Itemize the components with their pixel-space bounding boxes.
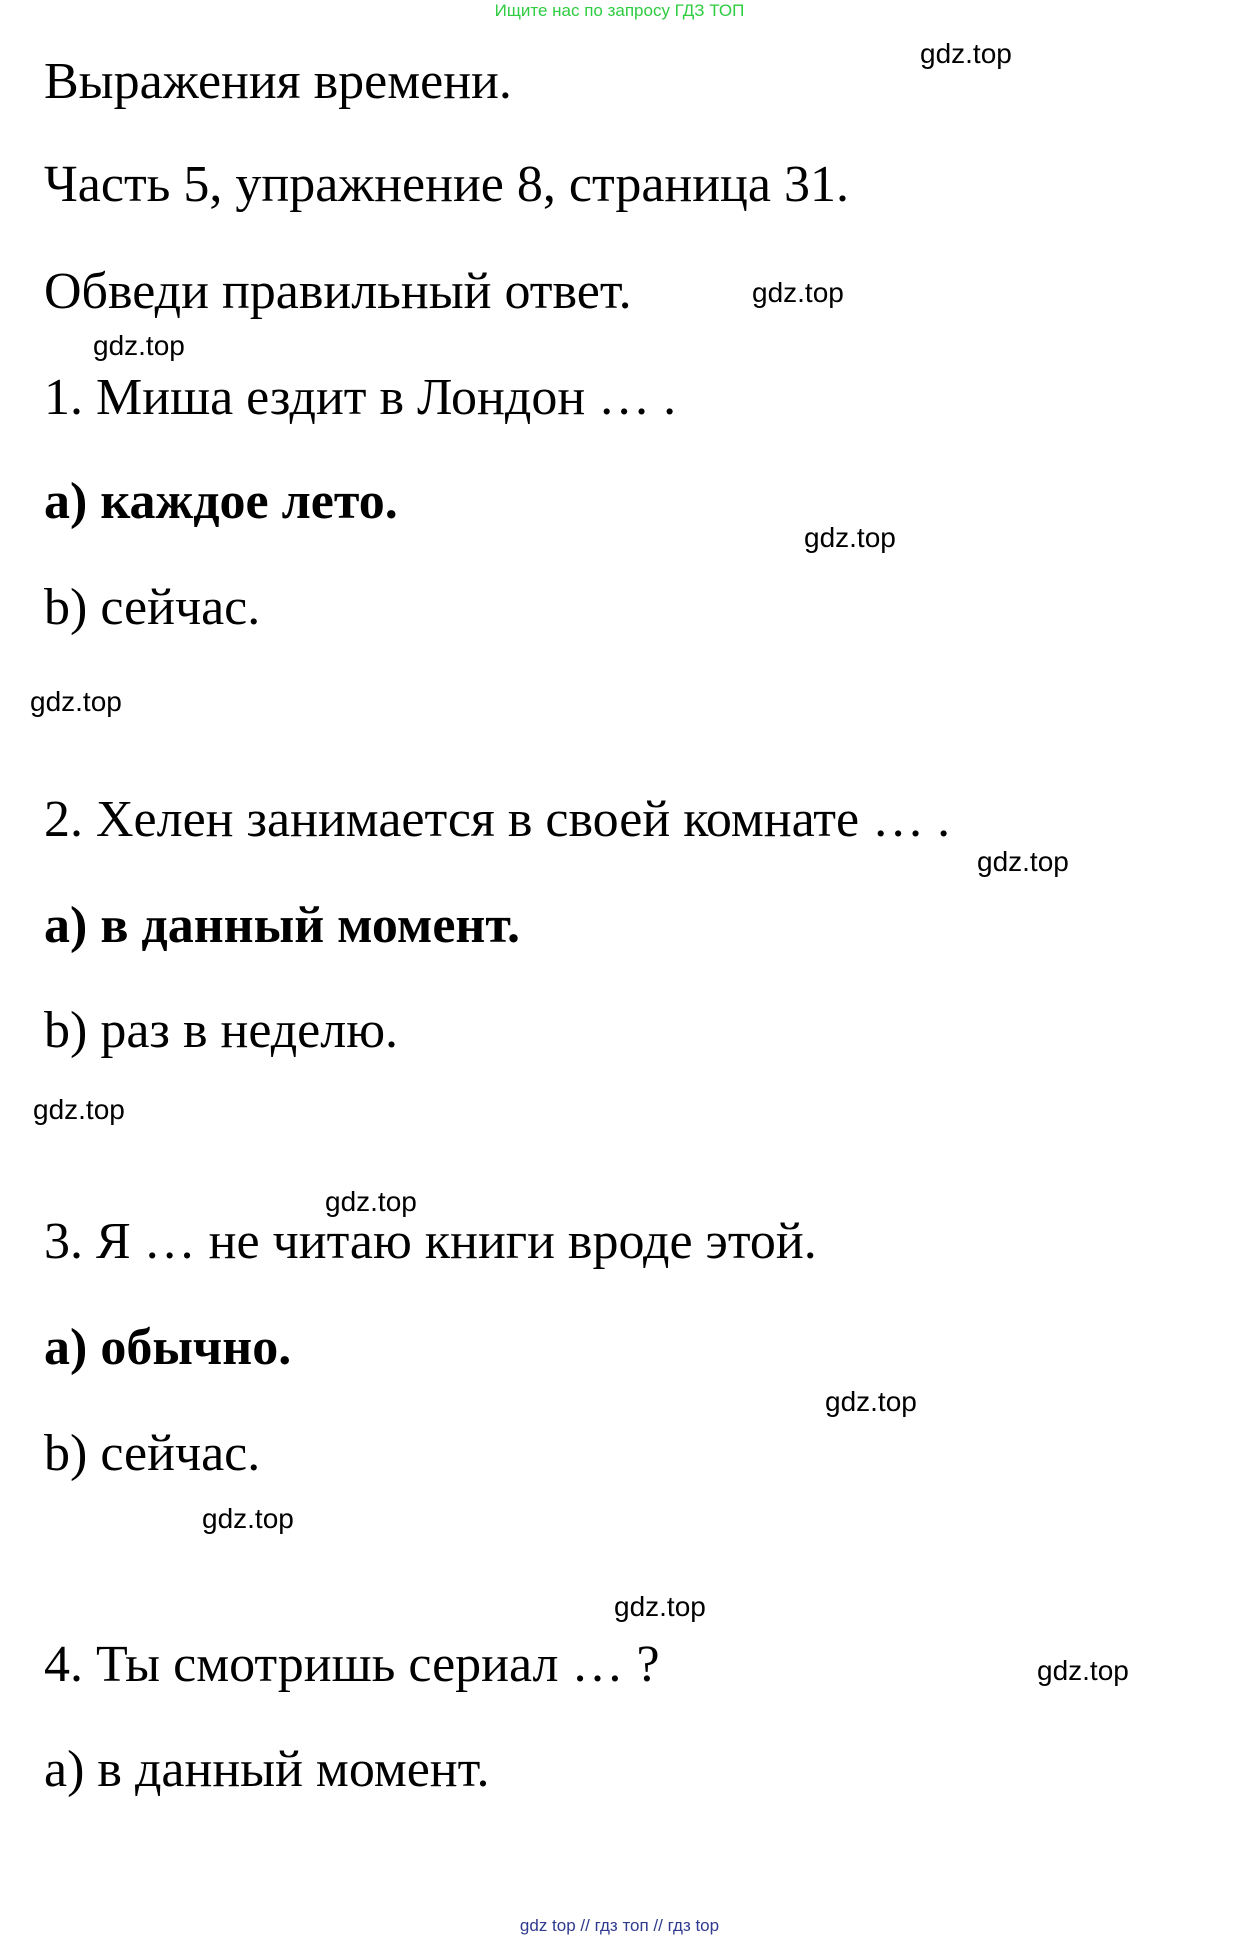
question-2-option-a: a) в данный момент. [44,897,521,954]
watermark: gdz.top [30,686,122,717]
document-subtitle: Часть 5, упражнение 8, страница 31. [44,156,849,213]
watermark: gdz.top [614,1591,706,1622]
watermark: gdz.top [33,1094,125,1125]
question-2: 2. Хелен занимается в своей комнате … . [44,791,951,848]
question-3-option-b: b) сейчас. [44,1425,261,1482]
document-title: Выражения времени. [44,53,512,110]
question-3: 3. Я … не читаю книги вроде этой. [44,1213,817,1270]
watermark: gdz.top [325,1186,417,1217]
question-1-option-b: b) сейчас. [44,579,261,636]
question-2-option-b: b) раз в неделю. [44,1002,399,1059]
question-1-option-a: a) каждое лето. [44,473,398,530]
watermark: gdz.top [920,38,1012,69]
watermark: gdz.top [93,330,185,361]
watermark: gdz.top [977,846,1069,877]
top-banner-link[interactable]: Ищите нас по запросу ГДЗ ТОП [494,1,745,20]
watermark: gdz.top [752,277,844,308]
question-1: 1. Миша ездит в Лондон … . [44,369,677,426]
question-4: 4. Ты смотришь сериал … ? [44,1636,660,1693]
bottom-banner-link[interactable]: gdz top // гдз топ // гдз top [519,1916,720,1935]
question-4-option-a: a) в данный момент. [44,1741,490,1798]
question-3-option-a: a) обычно. [44,1319,292,1376]
watermark: gdz.top [804,522,896,553]
instruction-text: Обведи правильный ответ. [44,263,632,320]
watermark: gdz.top [202,1503,294,1534]
watermark: gdz.top [825,1386,917,1417]
watermark: gdz.top [1037,1655,1129,1686]
